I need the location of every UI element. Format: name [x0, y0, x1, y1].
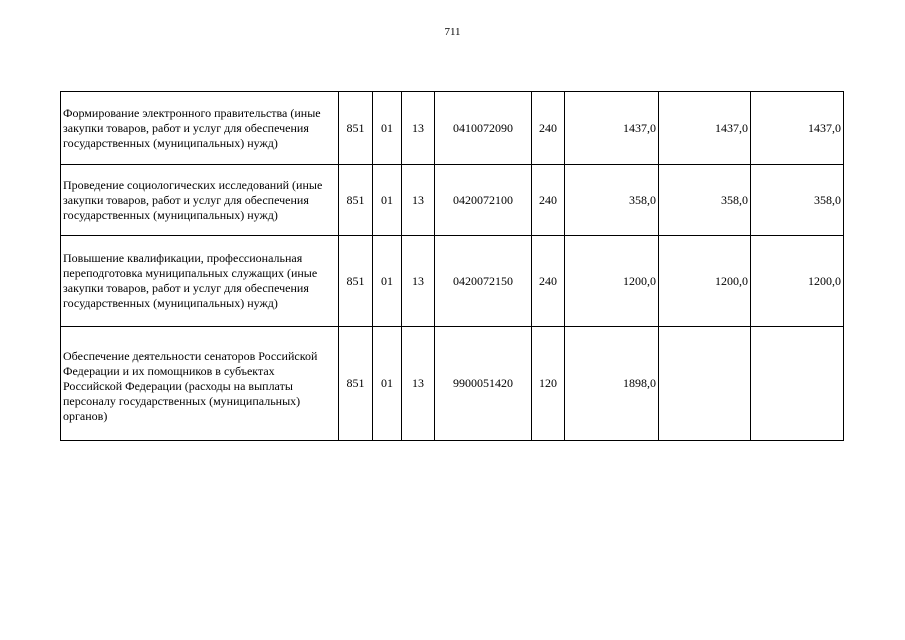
amount-year-1: 1898,0	[565, 327, 659, 441]
amount-year-1: 1200,0	[565, 236, 659, 327]
page-number: 711	[444, 26, 461, 38]
target-article-code: 0420072100	[435, 165, 532, 236]
amount-year-2: 1437,0	[659, 92, 751, 165]
ministry-code: 851	[339, 236, 373, 327]
amount-year-3: 358,0	[751, 165, 844, 236]
amount-year-1: 1437,0	[565, 92, 659, 165]
expense-type-code: 240	[532, 165, 565, 236]
section-code: 01	[373, 92, 402, 165]
ministry-code: 851	[339, 327, 373, 441]
amount-year-3	[751, 327, 844, 441]
budget-table	[60, 91, 844, 441]
expense-type-code: 240	[532, 236, 565, 327]
amount-year-1: 358,0	[565, 165, 659, 236]
table-row	[61, 327, 844, 441]
ministry-code: 851	[339, 165, 373, 236]
subsection-code: 13	[402, 236, 435, 327]
subsection-code: 13	[402, 92, 435, 165]
subsection-code: 13	[402, 165, 435, 236]
expense-name: Проведение социологических исследований (иные закупки товаров, работ и услуг для обеспечения государственных (муниципальных) нужд)	[61, 165, 339, 236]
section-code: 01	[373, 236, 402, 327]
amount-year-3: 1437,0	[751, 92, 844, 165]
subsection-code: 13	[402, 327, 435, 441]
target-article-code: 0420072150	[435, 236, 532, 327]
amount-year-2	[659, 327, 751, 441]
table-row	[61, 165, 844, 236]
table-row	[61, 236, 844, 327]
table-row	[61, 92, 844, 165]
target-article-code: 9900051420	[435, 327, 532, 441]
expense-type-code: 240	[532, 92, 565, 165]
expense-name: Повышение квалификации, профессиональная переподготовка муниципальных служащих (иные закупки товаров, работ и услуг для обеспечения государственных (муниципальных) нужд)	[61, 236, 339, 327]
ministry-code: 851	[339, 92, 373, 165]
amount-year-3: 1200,0	[751, 236, 844, 327]
section-code: 01	[373, 165, 402, 236]
expense-name: Формирование электронного правительства (иные закупки товаров, работ и услуг для обеспечения государственных (муниципальных) нужд)	[61, 92, 339, 165]
target-article-code: 0410072090	[435, 92, 532, 165]
amount-year-2: 1200,0	[659, 236, 751, 327]
expense-type-code: 120	[532, 327, 565, 441]
amount-year-2: 358,0	[659, 165, 751, 236]
section-code: 01	[373, 327, 402, 441]
expense-name: Обеспечение деятельности сенаторов Российской Федерации и их помощников в субъектах Российской Федерации (расходы на выплаты персоналу государственных (муниципальных) органов)	[61, 327, 339, 441]
